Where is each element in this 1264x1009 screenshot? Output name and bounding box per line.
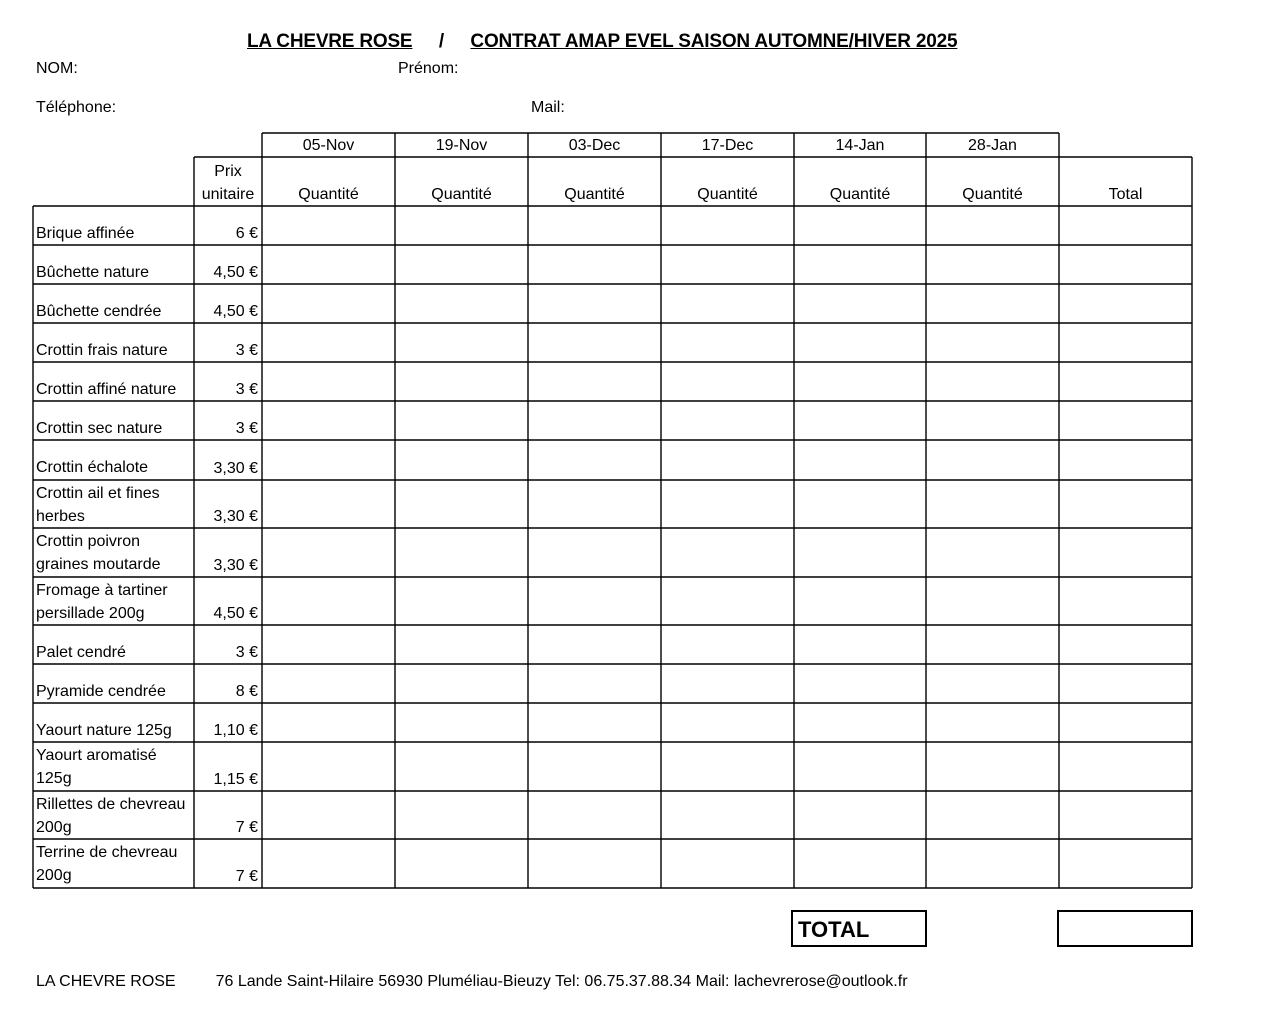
quantity-cell[interactable] — [529, 704, 660, 741]
quantity-header: Quantité — [697, 186, 758, 203]
quantity-cell[interactable] — [263, 704, 394, 741]
total-header: Total — [1108, 186, 1143, 203]
row-total-cell[interactable] — [1060, 481, 1191, 527]
quantity-cell[interactable] — [396, 704, 527, 741]
quantity-cell[interactable] — [662, 840, 793, 887]
unit-price: 6 € — [235, 225, 258, 242]
quantity-cell[interactable] — [263, 840, 394, 887]
row-total-cell[interactable] — [1060, 285, 1191, 322]
quantity-header: Quantité — [431, 186, 492, 203]
product-name: Pyramide cendrée — [36, 683, 166, 700]
telephone-label: Téléphone: — [36, 99, 117, 116]
quantity-cell[interactable] — [662, 441, 793, 479]
quantity-cell[interactable] — [795, 207, 925, 244]
product-name: Crottin sec nature — [36, 420, 163, 437]
product-name: Crottin frais nature — [36, 342, 168, 359]
quantity-cell[interactable] — [662, 743, 793, 790]
unit-price: 3 € — [235, 420, 258, 437]
quantity-cell[interactable] — [396, 626, 527, 663]
price-header-line1: Prix — [214, 163, 242, 180]
quantity-cell[interactable] — [529, 529, 660, 576]
quantity-cell[interactable] — [662, 626, 793, 663]
product-name: Fromage à tartiner persillade 200g — [36, 582, 168, 622]
unit-price: 3,30 € — [213, 460, 258, 477]
mail-label: Mail: — [531, 99, 565, 116]
unit-price: 1,15 € — [213, 771, 258, 788]
row-total-cell[interactable] — [1060, 363, 1191, 400]
product-name: Bûchette nature — [36, 264, 149, 281]
nom-label: NOM: — [36, 60, 78, 77]
quantity-cell[interactable] — [529, 246, 660, 283]
quantity-cell[interactable] — [795, 324, 925, 361]
quantity-cell[interactable] — [396, 529, 527, 576]
quantity-cell[interactable] — [529, 626, 660, 663]
product-name: Rillettes de chevreau 200g — [36, 796, 186, 836]
quantity-cell[interactable] — [662, 481, 793, 527]
quantity-cell[interactable] — [529, 207, 660, 244]
quantity-cell[interactable] — [263, 626, 394, 663]
row-total-cell[interactable] — [1060, 578, 1191, 624]
quantity-cell[interactable] — [263, 665, 394, 702]
quantity-header: Quantité — [829, 186, 891, 203]
quantity-cell[interactable] — [795, 578, 925, 624]
quantity-cell[interactable] — [927, 481, 1058, 527]
unit-price: 7 € — [235, 819, 258, 836]
quantity-cell[interactable] — [927, 665, 1058, 702]
quantity-cell[interactable] — [795, 665, 925, 702]
quantity-cell[interactable] — [396, 792, 527, 838]
row-total-cell[interactable] — [1060, 441, 1191, 479]
quantity-cell[interactable] — [927, 363, 1058, 400]
title-contract: CONTRAT AMAP EVEL SAISON AUTOMNE/HIVER 2025 — [470, 31, 958, 52]
quantity-cell[interactable] — [396, 324, 527, 361]
quantity-cell[interactable] — [795, 529, 925, 576]
footer — [36, 973, 908, 991]
quantity-cell[interactable] — [396, 363, 527, 400]
quantity-cell[interactable] — [795, 441, 925, 479]
row-total-cell[interactable] — [1060, 840, 1191, 887]
quantity-cell[interactable] — [529, 840, 660, 887]
quantity-cell[interactable] — [662, 207, 793, 244]
row-total-cell[interactable] — [1060, 402, 1191, 439]
row-total-cell[interactable] — [1060, 529, 1191, 576]
unit-price: 1,10 € — [213, 722, 258, 739]
product-name: Yaourt aromatisé 125g — [36, 747, 157, 787]
title-separator: / — [438, 31, 444, 52]
unit-price: 8 € — [235, 683, 258, 700]
unit-price: 3 € — [235, 342, 258, 359]
quantity-cell[interactable] — [529, 665, 660, 702]
quantity-cell[interactable] — [927, 246, 1058, 283]
row-total-cell[interactable] — [1060, 207, 1191, 244]
footer-company: LA CHEVRE ROSE — [36, 973, 176, 990]
quantity-cell[interactable] — [927, 529, 1058, 576]
quantity-cell[interactable] — [662, 285, 793, 322]
product-name: Crottin affiné nature — [36, 381, 177, 398]
row-total-cell[interactable] — [1060, 704, 1191, 741]
quantity-header: Quantité — [298, 186, 359, 203]
quantity-cell[interactable] — [795, 363, 925, 400]
title-company: LA CHEVRE ROSE — [247, 31, 413, 52]
prenom-label: Prénom: — [398, 60, 459, 77]
quantity-cell[interactable] — [263, 207, 394, 244]
row-total-cell[interactable] — [1060, 324, 1191, 361]
quantity-cell[interactable] — [396, 285, 527, 322]
quantity-cell[interactable] — [927, 285, 1058, 322]
quantity-cell[interactable] — [927, 578, 1058, 624]
quantity-cell[interactable] — [396, 578, 527, 624]
quantity-cell[interactable] — [795, 792, 925, 838]
quantity-cell[interactable] — [529, 792, 660, 838]
product-name: Palet cendré — [36, 644, 126, 661]
quantity-cell[interactable] — [396, 743, 527, 790]
unit-price: 4,50 € — [213, 605, 258, 622]
quantity-cell[interactable] — [662, 402, 793, 439]
quantity-cell[interactable] — [396, 665, 527, 702]
date-header: 05-Nov — [302, 137, 355, 154]
row-total-cell[interactable] — [1060, 743, 1191, 790]
footer-address: 76 Lande Saint-Hilaire 56930 Pluméliau-Bieuzy Tel: 06.75.37.88.34 Mail: lachevrerose@outlook.fr — [215, 973, 908, 990]
quantity-cell[interactable] — [927, 207, 1058, 244]
unit-price: 4,50 € — [213, 303, 258, 320]
product-name: Yaourt nature 125g — [36, 722, 172, 739]
quantity-cell[interactable] — [927, 402, 1058, 439]
quantity-cell[interactable] — [263, 481, 394, 527]
unit-price: 3 € — [235, 644, 258, 661]
quantity-cell[interactable] — [927, 743, 1058, 790]
quantity-cell[interactable] — [263, 441, 394, 479]
date-header: 03-Dec — [568, 137, 621, 154]
quantity-header: Quantité — [564, 186, 625, 203]
quantity-cell[interactable] — [662, 324, 793, 361]
quantity-cell[interactable] — [529, 441, 660, 479]
quantity-cell[interactable] — [795, 285, 925, 322]
quantity-cell[interactable] — [795, 626, 925, 663]
unit-price: 4,50 € — [213, 264, 258, 281]
quantity-cell[interactable] — [263, 743, 394, 790]
quantity-cell[interactable] — [795, 840, 925, 887]
quantity-cell[interactable] — [529, 363, 660, 400]
quantity-cell[interactable] — [396, 246, 527, 283]
quantity-cell[interactable] — [263, 324, 394, 361]
quantity-cell[interactable] — [662, 665, 793, 702]
product-name: Bûchette cendrée — [36, 303, 162, 320]
quantity-cell[interactable] — [795, 402, 925, 439]
unit-price: 3,30 € — [213, 508, 258, 525]
date-header: 28-Jan — [968, 137, 1017, 154]
product-name: Brique affinée — [36, 225, 135, 242]
quantity-cell[interactable] — [396, 402, 527, 439]
date-header: 14-Jan — [835, 137, 885, 154]
price-header-line2: unitaire — [201, 186, 255, 203]
quantity-cell[interactable] — [529, 578, 660, 624]
unit-price: 7 € — [235, 868, 258, 885]
quantity-cell[interactable] — [795, 246, 925, 283]
quantity-cell[interactable] — [662, 529, 793, 576]
quantity-cell[interactable] — [529, 402, 660, 439]
row-total-cell[interactable] — [1060, 246, 1191, 283]
unit-price: 3,30 € — [213, 557, 258, 574]
quantity-cell[interactable] — [927, 792, 1058, 838]
product-name: Crottin échalote — [36, 459, 149, 476]
page-title — [247, 31, 957, 53]
quantity-cell[interactable] — [795, 704, 925, 741]
quantity-header: Quantité — [962, 186, 1023, 203]
row-total-cell[interactable] — [1060, 792, 1191, 838]
quantity-cell[interactable] — [263, 792, 394, 838]
quantity-cell[interactable] — [263, 363, 394, 400]
row-total-cell[interactable] — [1060, 626, 1191, 663]
quantity-cell[interactable] — [529, 743, 660, 790]
quantity-cell[interactable] — [662, 578, 793, 624]
date-header: 19-Nov — [435, 137, 488, 154]
quantity-cell[interactable] — [927, 626, 1058, 663]
quantity-cell[interactable] — [396, 207, 527, 244]
quantity-cell[interactable] — [662, 704, 793, 741]
product-name: Terrine de chevreau 200g — [36, 844, 178, 884]
quantity-cell[interactable] — [396, 840, 527, 887]
row-total-cell[interactable] — [1060, 665, 1191, 702]
grand-total-field[interactable] — [1057, 910, 1193, 947]
quantity-cell[interactable] — [263, 285, 394, 322]
total-label: TOTAL — [798, 917, 870, 942]
quantity-cell[interactable] — [927, 840, 1058, 887]
quantity-cell[interactable] — [529, 481, 660, 527]
quantity-cell[interactable] — [263, 529, 394, 576]
quantity-cell[interactable] — [662, 246, 793, 283]
quantity-cell[interactable] — [396, 441, 527, 479]
product-name: Crottin poivron graines moutarde — [36, 533, 161, 573]
quantity-cell[interactable] — [927, 324, 1058, 361]
quantity-cell[interactable] — [795, 743, 925, 790]
unit-price: 3 € — [235, 381, 258, 398]
quantity-cell[interactable] — [927, 704, 1058, 741]
quantity-cell[interactable] — [396, 481, 527, 527]
quantity-cell[interactable] — [529, 285, 660, 322]
total-label-box — [791, 910, 927, 947]
product-name: Crottin ail et fines herbes — [36, 485, 160, 525]
quantity-cell[interactable] — [263, 578, 394, 624]
quantity-cell[interactable] — [927, 441, 1058, 479]
quantity-cell[interactable] — [263, 246, 394, 283]
quantity-cell[interactable] — [529, 324, 660, 361]
quantity-cell[interactable] — [795, 481, 925, 527]
quantity-cell[interactable] — [662, 792, 793, 838]
date-header: 17-Dec — [701, 137, 754, 154]
quantity-cell[interactable] — [263, 402, 394, 439]
quantity-cell[interactable] — [662, 363, 793, 400]
